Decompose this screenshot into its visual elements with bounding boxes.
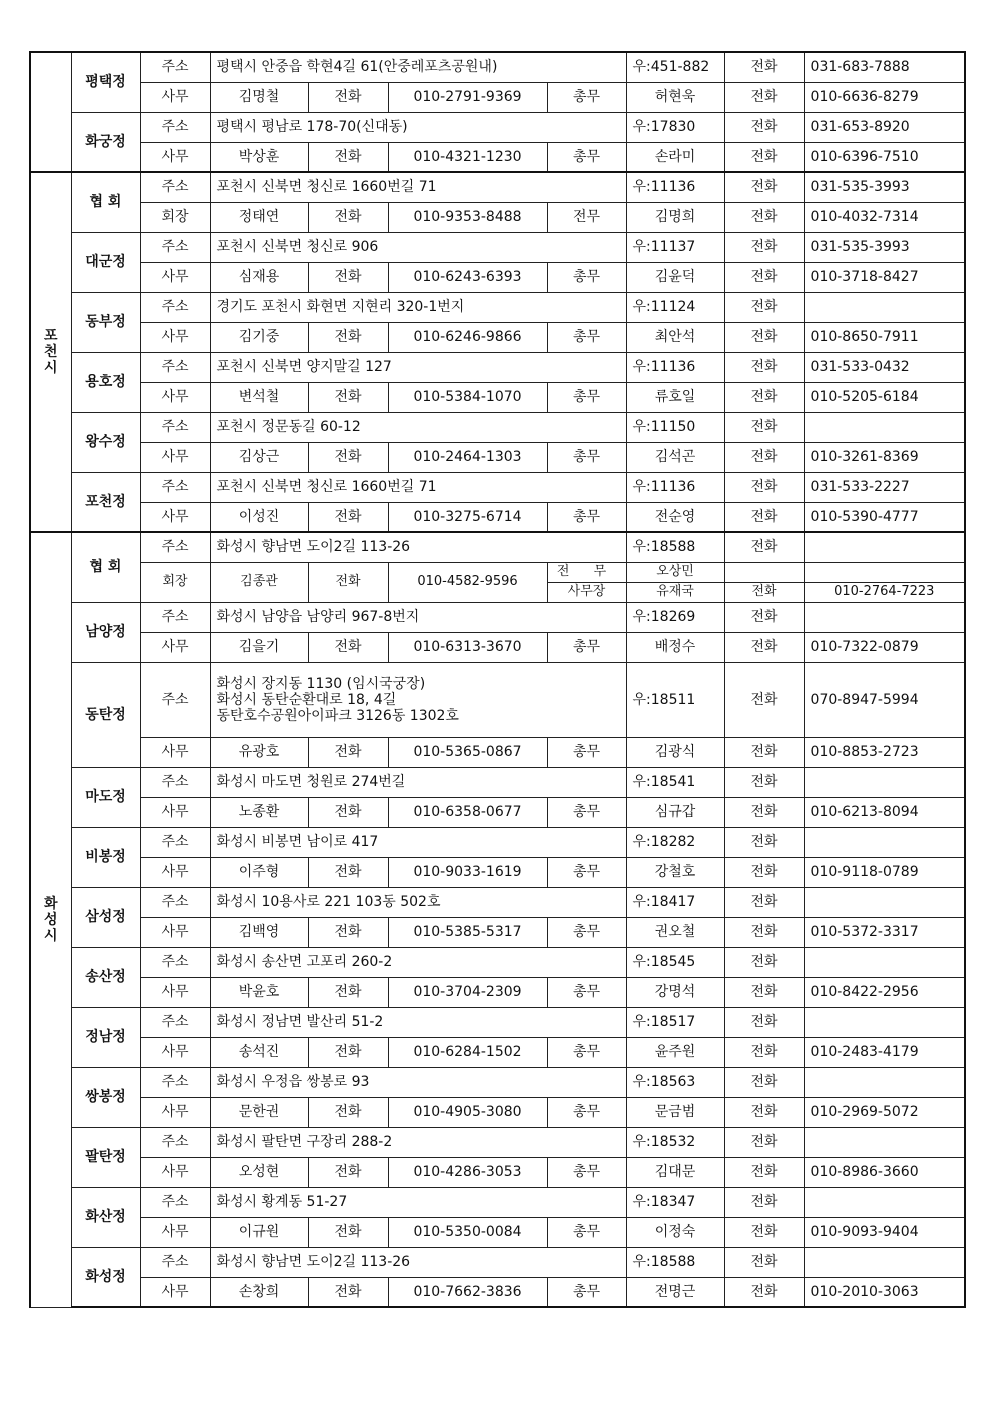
person-phone: 010-4905-3080 [388,1097,547,1127]
tel-label: 전화 [308,262,388,292]
person-phone [804,562,965,582]
role-label: 총무 [547,1157,626,1187]
tel-label: 전화 [724,442,804,472]
person-name: 김백영 [210,917,308,947]
office-phone [804,412,965,442]
org-name: 송산정 [71,947,140,1007]
role-label: 총무 [547,382,626,412]
tel-label: 전화 [308,82,388,112]
tel-label: 전화 [724,412,804,442]
role-label: 사무 [140,142,210,172]
person-phone: 010-8650-7911 [804,322,965,352]
tel-label: 전화 [724,262,804,292]
tel-label: 전화 [308,142,388,172]
person-phone: 010-2483-4179 [804,1037,965,1067]
address: 화성시 향남면 도이2길 113-26 [210,532,626,562]
tel-label: 전화 [308,1037,388,1067]
postal-code: 우:18511 [626,662,724,737]
tel-label: 전화 [308,857,388,887]
person-name: 전명근 [626,1277,724,1307]
addr-label: 주소 [140,767,210,797]
addr-label: 주소 [140,1247,210,1277]
org-name: 협 회 [71,172,140,232]
address: 포천시 신북면 청신로 1660번길 71 [210,172,626,202]
addr-label: 주소 [140,1187,210,1217]
address: 화성시 팔탄면 구장리 288-2 [210,1127,626,1157]
role-label: 사무 [140,632,210,662]
tel-label: 전화 [724,737,804,767]
addr-label: 주소 [140,472,210,502]
tel-label: 전화 [724,142,804,172]
role-label: 총무 [547,142,626,172]
role-label: 총무 [547,262,626,292]
tel-label: 전화 [724,662,804,737]
role-label: 사무 [140,1097,210,1127]
tel-label: 전화 [308,1097,388,1127]
person-name: 김윤덕 [626,262,724,292]
addr-label: 주소 [140,112,210,142]
city-char: 천 [43,344,58,360]
role-label: 총무 [547,502,626,532]
office-phone: 031-653-8920 [804,112,965,142]
person-name: 윤주원 [626,1037,724,1067]
tel-label: 전화 [724,602,804,632]
role-label: 총무 [547,737,626,767]
org-name: 왕수정 [71,412,140,472]
office-phone [804,602,965,632]
city-char: 성 [43,911,58,928]
org-name: 남양정 [71,602,140,662]
addr-label: 주소 [140,172,210,202]
org-name: 동부정 [71,292,140,352]
addr-label: 주소 [140,662,210,737]
addr-label: 주소 [140,827,210,857]
addr-label: 주소 [140,232,210,262]
person-phone: 010-6243-6393 [388,262,547,292]
postal-code: 우:18517 [626,1007,724,1037]
tel-label: 전화 [724,1007,804,1037]
tel-label: 전화 [724,797,804,827]
role-label: 사무 [140,1277,210,1307]
directory-table [29,51,966,1308]
person-name: 심규갑 [626,797,724,827]
office-phone [804,1007,965,1037]
person-phone: 010-8422-2956 [804,977,965,1007]
role-label: 사무 [140,977,210,1007]
office-phone [804,1127,965,1157]
postal-code: 우:18282 [626,827,724,857]
tel-label: 전화 [724,382,804,412]
role-label: 사무 [140,382,210,412]
person-name: 유재국 [626,582,724,602]
tel-label: 전화 [724,1217,804,1247]
person-name: 박윤호 [210,977,308,1007]
person-name: 이주형 [210,857,308,887]
postal-code: 우:11150 [626,412,724,442]
person-phone: 010-2791-9369 [388,82,547,112]
office-phone: 070-8947-5994 [804,662,965,737]
role-label: 사무 [140,322,210,352]
person-phone: 010-9118-0789 [804,857,965,887]
org-name: 포천정 [71,472,140,532]
postal-code: 우:18532 [626,1127,724,1157]
person-phone: 010-4321-1230 [388,142,547,172]
person-phone: 010-4286-3053 [388,1157,547,1187]
office-phone [804,1247,965,1277]
postal-code: 우:11136 [626,172,724,202]
tel-label: 전화 [724,322,804,352]
tel-label: 전화 [308,977,388,1007]
person-name: 권오철 [626,917,724,947]
city-cell [30,172,71,532]
postal-code: 우:11136 [626,472,724,502]
office-phone: 031-535-3993 [804,232,965,262]
tel-label: 전화 [308,382,388,412]
address: 포천시 신북면 양지말길 127 [210,352,626,382]
office-phone [804,1187,965,1217]
tel-label: 전화 [308,917,388,947]
address: 화성시 남양읍 남양리 967-8번지 [210,602,626,632]
person-phone: 010-6213-8094 [804,797,965,827]
person-phone: 010-6246-9866 [388,322,547,352]
addr-label: 주소 [140,602,210,632]
person-name: 최안석 [626,322,724,352]
person-name: 허현욱 [626,82,724,112]
role-label: 총무 [547,322,626,352]
person-name: 배정수 [626,632,724,662]
tel-label: 전화 [724,1127,804,1157]
tel-label: 전화 [308,1217,388,1247]
role-label: 총무 [547,1037,626,1067]
addr-label: 주소 [140,1067,210,1097]
role-label: 총무 [547,1277,626,1307]
tel-label: 전화 [724,857,804,887]
role-label: 총무 [547,1217,626,1247]
postal-code: 우:17830 [626,112,724,142]
org-name: 화산정 [71,1187,140,1247]
tel-label: 전화 [724,1277,804,1307]
person-name: 문금범 [626,1097,724,1127]
person-phone: 010-5205-6184 [804,382,965,412]
addr-label: 주소 [140,1127,210,1157]
org-name: 평택정 [71,52,140,112]
tel-label: 전화 [724,632,804,662]
person-name: 손라미 [626,142,724,172]
addr-label: 주소 [140,52,210,82]
address-line: 동탄호수공원아이파크 3126동 1302호 [216,707,459,724]
person-name: 송석진 [210,1037,308,1067]
role-label: 사무 [140,917,210,947]
person-name: 유광호 [210,737,308,767]
org-name: 협 회 [71,532,140,602]
tel-label: 전화 [724,582,804,602]
role-label: 총무 [547,632,626,662]
org-name: 동탄정 [71,662,140,767]
tel-label: 전화 [724,502,804,532]
org-name: 용호정 [71,352,140,412]
office-phone: 031-535-3993 [804,172,965,202]
person-phone: 010-9093-9404 [804,1217,965,1247]
person-name: 이정숙 [626,1217,724,1247]
postal-code: 우:18545 [626,947,724,977]
postal-code: 우:18541 [626,767,724,797]
address: 화성시 송산면 고포리 260-2 [210,947,626,977]
tel-label: 전화 [724,472,804,502]
postal-code: 우:18588 [626,1247,724,1277]
role-label: 총무 [547,917,626,947]
person-name: 김석곤 [626,442,724,472]
address: 평택시 안중읍 학현4길 61(안중레포츠공원내) [210,52,626,82]
tel-label: 전화 [724,202,804,232]
address: 화성시 향남면 도이2길 113-26 [210,1247,626,1277]
person-phone: 010-6284-1502 [388,1037,547,1067]
tel-label: 전화 [724,1067,804,1097]
person-name: 김명철 [210,82,308,112]
tel-label: 전화 [308,1157,388,1187]
person-name: 오성현 [210,1157,308,1187]
postal-code: 우:18269 [626,602,724,632]
tel-label: 전화 [724,52,804,82]
person-phone: 010-3718-8427 [804,262,965,292]
address: 포천시 정문동길 60-12 [210,412,626,442]
tel-label: 전화 [308,202,388,232]
org-name: 대군정 [71,232,140,292]
person-phone: 010-5390-4777 [804,502,965,532]
role-label: 사무 [140,82,210,112]
person-phone: 010-7322-0879 [804,632,965,662]
tel-label: 전화 [724,82,804,112]
empty-cell [724,562,804,582]
person-phone: 010-5384-1070 [388,382,547,412]
tel-label: 전화 [724,767,804,797]
role-label: 사무 [140,737,210,767]
addr-label: 주소 [140,412,210,442]
org-name: 쌍봉정 [71,1067,140,1127]
person-name: 김대문 [626,1157,724,1187]
person-name: 노종환 [210,797,308,827]
person-name: 전순영 [626,502,724,532]
person-phone: 010-3704-2309 [388,977,547,1007]
postal-code: 우:18563 [626,1067,724,1097]
addr-label: 주소 [140,352,210,382]
person-name: 김광식 [626,737,724,767]
postal-code: 우:18417 [626,887,724,917]
role-label: 총무 [547,82,626,112]
postal-code: 우:11137 [626,232,724,262]
addr-label: 주소 [140,887,210,917]
tel-label: 전화 [724,1247,804,1277]
tel-label: 전화 [308,322,388,352]
role-label: 회장 [140,202,210,232]
tel-label: 전화 [724,1187,804,1217]
role-label: 사무 [140,262,210,292]
person-name: 정태연 [210,202,308,232]
tel-label: 전화 [724,352,804,382]
addr-label: 주소 [140,292,210,322]
role-label: 사무 [140,1217,210,1247]
tel-label: 전화 [724,532,804,562]
tel-label: 전화 [724,977,804,1007]
role-label: 사무 [140,502,210,532]
role-label: 사무 [140,857,210,887]
office-phone [804,767,965,797]
role-label: 전무 [547,202,626,232]
address: 포천시 신북면 청신로 1660번길 71 [210,472,626,502]
postal-code: 우:18588 [626,532,724,562]
person-name: 변석철 [210,382,308,412]
tel-label: 전화 [724,827,804,857]
org-name: 마도정 [71,767,140,827]
tel-label: 전화 [724,1037,804,1067]
city-char: 포 [43,328,58,344]
city-char: 화 [43,895,58,912]
person-phone: 010-2010-3063 [804,1277,965,1307]
person-phone: 010-2764-7223 [804,582,965,602]
org-name: 화성정 [71,1247,140,1307]
address: 화성시 정남면 발산리 51-2 [210,1007,626,1037]
tel-label: 전화 [724,232,804,262]
person-name: 문한권 [210,1097,308,1127]
tel-label: 전화 [724,1157,804,1187]
addr-label: 주소 [140,947,210,977]
postal-code: 우:18347 [626,1187,724,1217]
person-phone: 010-5365-0867 [388,737,547,767]
tel-label: 전화 [724,917,804,947]
tel-label: 전화 [724,947,804,977]
city-cell [30,532,71,1307]
role-label: 사무 [140,1037,210,1067]
person-phone: 010-6396-7510 [804,142,965,172]
office-phone [804,827,965,857]
person-phone: 010-4032-7314 [804,202,965,232]
office-phone [804,292,965,322]
tel-label: 전화 [308,562,388,602]
tel-label: 전화 [724,887,804,917]
org-name: 팔탄정 [71,1127,140,1187]
role-label: 회장 [140,562,210,602]
person-name: 김종관 [210,562,308,602]
person-phone: 010-8986-3660 [804,1157,965,1187]
postal-code: 우:11136 [626,352,724,382]
role-label: 총무 [547,977,626,1007]
address: 화성시 10용사로 221 103동 502호 [210,887,626,917]
address: 화성시 마도면 청원로 274번길 [210,767,626,797]
addr-label: 주소 [140,1007,210,1037]
org-name: 삼성정 [71,887,140,947]
org-name: 비봉정 [71,827,140,887]
role-label: 사무장 [547,582,626,602]
address: 화성시 황계동 51-27 [210,1187,626,1217]
city-char: 시 [43,927,58,944]
person-phone: 010-6313-3670 [388,632,547,662]
person-name: 강명석 [626,977,724,1007]
address: 경기도 포천시 화현면 지현리 320-1번지 [210,292,626,322]
person-name: 심재용 [210,262,308,292]
tel-label: 전화 [308,797,388,827]
office-phone [804,887,965,917]
office-phone: 031-533-2227 [804,472,965,502]
person-phone: 010-9033-1619 [388,857,547,887]
role-label: 총무 [547,797,626,827]
person-phone: 010-9353-8488 [388,202,547,232]
person-phone: 010-3261-8369 [804,442,965,472]
person-name: 오상민 [626,562,724,582]
tel-label: 전화 [724,1097,804,1127]
person-phone: 010-7662-3836 [388,1277,547,1307]
person-phone: 010-2464-1303 [388,442,547,472]
tel-label: 전화 [724,172,804,202]
person-name: 강철호 [626,857,724,887]
address: 화성시 우정읍 쌍봉로 93 [210,1067,626,1097]
role-label: 사무 [140,797,210,827]
office-phone: 031-533-0432 [804,352,965,382]
person-name: 이규원 [210,1217,308,1247]
org-name: 정남정 [71,1007,140,1067]
address-multiline [210,662,626,737]
person-name: 김기중 [210,322,308,352]
person-name: 박상훈 [210,142,308,172]
role-label: 전 무 [547,562,626,582]
person-phone: 010-5372-3317 [804,917,965,947]
role-label: 사무 [140,1157,210,1187]
role-label: 총무 [547,442,626,472]
person-name: 이성진 [210,502,308,532]
person-phone: 010-5350-0084 [388,1217,547,1247]
person-name: 류호일 [626,382,724,412]
role-label: 총무 [547,1097,626,1127]
person-phone: 010-2969-5072 [804,1097,965,1127]
address: 화성시 비봉면 남이로 417 [210,827,626,857]
office-phone [804,532,965,562]
org-name: 화궁정 [71,112,140,172]
city-char: 시 [43,360,58,376]
address-line: 화성시 장지동 1130 (임시국궁장) [216,675,426,692]
address: 포천시 신북면 청신로 906 [210,232,626,262]
address: 평택시 평남로 178-70(신대동) [210,112,626,142]
person-phone: 010-5385-5317 [388,917,547,947]
tel-label: 전화 [308,502,388,532]
addr-label: 주소 [140,532,210,562]
person-name: 김명희 [626,202,724,232]
role-label: 사무 [140,442,210,472]
office-phone [804,1067,965,1097]
person-phone: 010-6636-8279 [804,82,965,112]
postal-code: 우:11124 [626,292,724,322]
person-phone: 010-4582-9596 [388,562,547,602]
address-line: 화성시 동탄순환대로 18, 4길 [216,691,397,708]
tel-label: 전화 [724,112,804,142]
tel-label: 전화 [308,442,388,472]
person-phone: 010-6358-0677 [388,797,547,827]
postal-code: 우:451-882 [626,52,724,82]
person-phone: 010-3275-6714 [388,502,547,532]
tel-label: 전화 [308,737,388,767]
office-phone: 031-683-7888 [804,52,965,82]
person-name: 김을기 [210,632,308,662]
person-name: 손창희 [210,1277,308,1307]
tel-label: 전화 [308,632,388,662]
city-cell [30,52,71,172]
tel-label: 전화 [308,1277,388,1307]
person-name: 김상근 [210,442,308,472]
person-phone: 010-8853-2723 [804,737,965,767]
role-label: 총무 [547,857,626,887]
tel-label: 전화 [724,292,804,322]
office-phone [804,947,965,977]
